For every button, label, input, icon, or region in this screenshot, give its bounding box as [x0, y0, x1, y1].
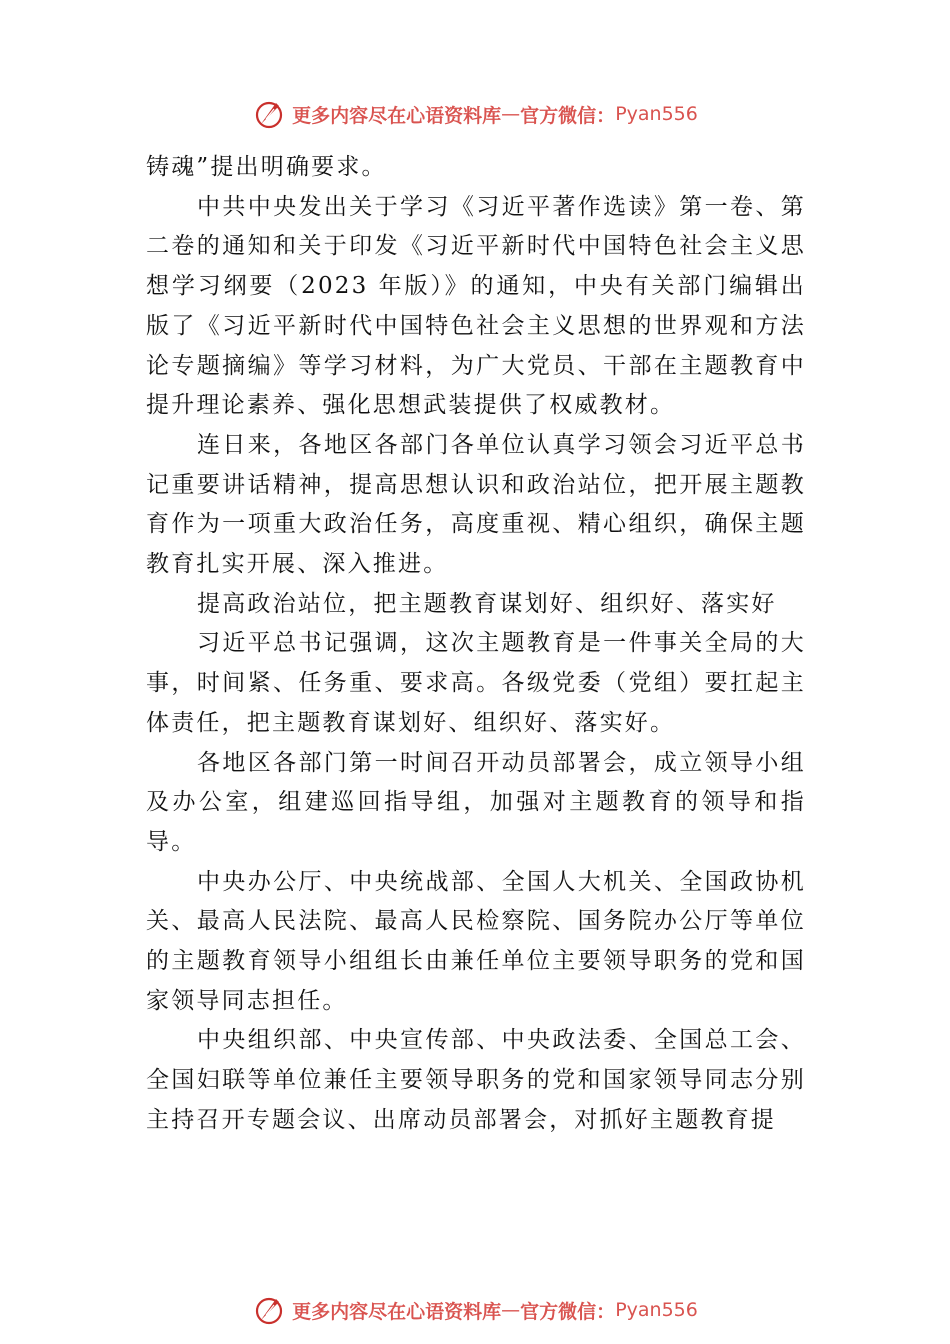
paragraph-4: 习近平总书记强调，这次主题教育是一件事关全局的大事，时间紧、任务重、要求高。各级党委（党组）要扛起主体责任，把主题教育谋划好、组织好、落实好。 — [146, 630, 806, 736]
banner-wechat-id: Pyan556 — [615, 1299, 698, 1321]
banner-wechat-label: 官方微信： — [520, 104, 616, 127]
banner-dash: — — [501, 1299, 521, 1321]
banner-brand: 更多内容尽在心语资料库 — [292, 104, 502, 127]
paragraph-5: 各地区各部门第一时间召开动员部署会，成立领导小组及办公室，组建巡回指导组，加强对主题教育的领导和指导。 — [146, 749, 806, 855]
paragraph-1: 铸魂”提出明确要求。 — [146, 154, 387, 180]
banner-wechat-id: Pyan556 — [615, 103, 698, 125]
banner-dash: — — [501, 103, 521, 125]
paragraph-6: 中央办公厅、中央统战部、全国人大机关、全国政协机关、最高人民法院、最高人民检察院、国务院办公厅等单位的主题教育领导小组组长由兼任单位主要领导职务的党和国家领导同志担任。 — [146, 868, 806, 1014]
footer-banner — [0, 1290, 950, 1330]
banner-wechat-label: 官方微信： — [520, 1300, 616, 1323]
banner-brand: 更多内容尽在心语资料库 — [292, 1300, 502, 1323]
paragraph-7: 中央组织部、中央宣传部、中央政法委、全国总工会、全国妇联等单位兼任主要领导职务的党和国家领导同志分别主持召开专题会议、出席动员部署会，对抓好主题教育提 — [146, 1027, 806, 1133]
document-body — [146, 148, 806, 1141]
quill-pen-logo-icon — [252, 97, 286, 131]
header-banner — [0, 94, 950, 134]
paragraph-2: 中共中央发出关于学习《习近平著作选读》第一卷、第二卷的通知和关于印发《习近平新时代中国特色社会主义思想学习纲要（2023 年版）》的通知，中央有关部门编辑出版了《习近平新时代中国特色社会主义思想的世界观和方法论专题摘编》等学习材料，为广大党员、干部在主题教育中提升理论素养、强化思想武装提供了权威教材。 — [146, 193, 806, 419]
section-heading: 提高政治站位，把主题教育谋划好、组织好、落实好 — [197, 590, 777, 617]
paragraph-3: 连日来，各地区各部门各单位认真学习领会习近平总书记重要讲话精神，提高思想认识和政治站位，把开展主题教育作为一项重大政治任务，高度重视、精心组织，确保主题教育扎实开展、深入推进。 — [146, 431, 806, 578]
quill-pen-logo-icon — [252, 1293, 286, 1327]
